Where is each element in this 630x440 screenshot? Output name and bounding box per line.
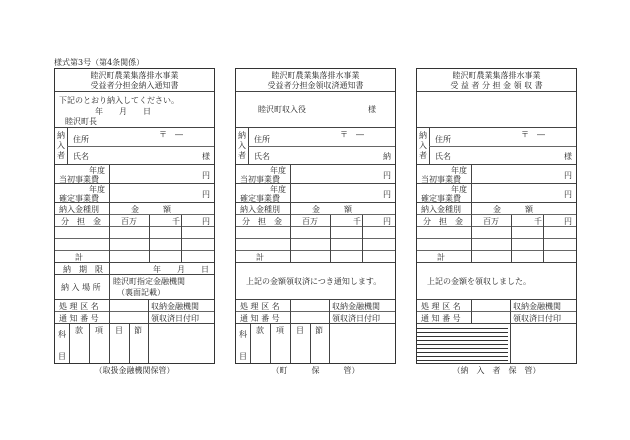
slip-header [236, 69, 395, 92]
fy-label: 年度 [270, 166, 286, 175]
notice-no-row [417, 312, 576, 324]
unit-thousand: 千 [172, 217, 180, 226]
payment-kind-label: 納入金種別 [421, 205, 461, 214]
blank-row [55, 239, 214, 251]
blank-row [417, 239, 576, 251]
bank-label: 収納金融機関 [332, 302, 380, 311]
notice-no-label: 通 知 番 号 [421, 314, 461, 323]
payment-place-note: （裏面記載） [117, 288, 165, 297]
yen-unit: 円 [202, 171, 210, 180]
payer-label: 納 入 者 [238, 131, 246, 160]
subject-col-moku: 目 [296, 326, 304, 335]
subject-label: 科 目 [58, 330, 66, 361]
yen-unit: 円 [383, 190, 391, 199]
name-label: 氏名 [73, 152, 89, 161]
payment-kind-label: 納入金種別 [59, 205, 99, 214]
payer-block [417, 128, 576, 165]
postal-mark: 〒 ― [340, 130, 364, 139]
receipt-stamp-label: 領収済日付印 [332, 314, 380, 323]
initial-fee-label: 当初事業費 [59, 175, 99, 184]
issue-date: 年 月 日 [95, 107, 151, 116]
fy-label: 年度 [451, 166, 467, 175]
share-label: 分 担 金 [423, 217, 463, 226]
hatched-area [417, 325, 508, 364]
notice-no-row [236, 312, 395, 324]
fixed-fee-row [55, 184, 214, 203]
unit-thousand: 千 [534, 217, 542, 226]
office-row [55, 300, 214, 312]
due-date-value: 年 月 日 [153, 265, 209, 274]
share-row [55, 215, 214, 227]
yen-unit: 円 [383, 217, 391, 226]
subject-label: 科 目 [239, 330, 247, 361]
amount-kind-value: 金 額 [312, 205, 352, 214]
total-row [236, 251, 395, 263]
org-name: 睦沢町農業集落排水事業 [271, 71, 360, 80]
notice-message-block [55, 92, 214, 128]
subject-col-kan: 款 [256, 326, 264, 335]
initial-fee-row [417, 165, 576, 184]
slip-title: 受 益 者 分 担 金 領 収 書 [450, 81, 543, 90]
org-name: 睦沢町農業集落排水事業 [452, 71, 541, 80]
addressee: 睦沢町収入役 [258, 105, 306, 114]
yen-unit: 円 [564, 217, 572, 226]
payment-place-value: 睦沢町指定金融機関 [113, 277, 185, 286]
nou-label: 納 [383, 152, 391, 161]
subject-col-setsu: 節 [134, 326, 142, 335]
blank-row [236, 239, 395, 251]
slip-title: 受益者分担金領収済通知書 [267, 81, 364, 90]
fy-label: 年度 [270, 185, 286, 194]
unit-million: 百万 [302, 217, 318, 226]
unit-million: 百万 [121, 217, 137, 226]
message-block [417, 263, 576, 300]
share-row [236, 215, 395, 227]
office-row [236, 300, 395, 312]
fixed-fee-label: 確定事業費 [421, 194, 461, 203]
address-label: 住所 [435, 135, 451, 144]
payer-label: 納 入 者 [419, 131, 427, 160]
slip-header [55, 69, 214, 92]
total-row [55, 251, 214, 263]
notice-no-label: 通 知 番 号 [240, 314, 280, 323]
postal-mark: 〒 ― [159, 130, 183, 139]
initial-fee-label: 当初事業費 [240, 175, 280, 184]
receipt-stamp-label: 領収済日付印 [513, 314, 561, 323]
subject-col-kou: 項 [276, 326, 284, 335]
initial-fee-row [55, 165, 214, 184]
office-label: 処 理 区 名 [59, 302, 99, 311]
name-label: 氏名 [254, 152, 270, 161]
amount-kind-value: 金 額 [131, 205, 171, 214]
address-label: 住所 [73, 135, 89, 144]
initial-fee-row [236, 165, 395, 184]
payer-label: 納 入 者 [57, 131, 65, 160]
blank-row [417, 227, 576, 239]
office-label: 処 理 区 名 [240, 302, 280, 311]
subject-col-kou: 項 [95, 326, 103, 335]
slip-header [417, 69, 576, 92]
sama-label: 様 [564, 152, 572, 161]
blank-row [236, 227, 395, 239]
yen-unit: 円 [202, 217, 210, 226]
share-label: 分 担 金 [242, 217, 282, 226]
address-label: 住所 [254, 135, 270, 144]
notice-no-label: 通 知 番 号 [59, 314, 99, 323]
fy-label: 年度 [89, 185, 105, 194]
yen-unit: 円 [564, 171, 572, 180]
notice-no-row [55, 312, 214, 324]
due-date-label: 納 期 限 [63, 265, 103, 274]
fixed-fee-label: 確定事業費 [59, 194, 99, 203]
custody-caption: （町 保 管） [271, 366, 360, 375]
unit-million: 百万 [483, 217, 499, 226]
fixed-fee-label: 確定事業費 [240, 194, 280, 203]
addressee-block [236, 92, 395, 128]
custody-caption: （納 入 者 保 管） [452, 366, 541, 375]
receipt-message: 上記の金額領収済につき通知します。 [246, 277, 382, 286]
total-row [417, 251, 576, 263]
subject-col-moku: 目 [115, 326, 123, 335]
sama-label: 様 [368, 105, 376, 114]
fixed-fee-row [417, 184, 576, 203]
sama-label: 様 [202, 152, 210, 161]
blank-header-block [417, 92, 576, 128]
initial-fee-label: 当初事業費 [421, 175, 461, 184]
fy-label: 年度 [89, 166, 105, 175]
payer-block [236, 128, 395, 165]
receipt-notification-slip [235, 68, 396, 364]
blank-row [55, 227, 214, 239]
total-label: 計 [437, 253, 445, 262]
message-block [236, 263, 395, 300]
yen-unit: 円 [564, 190, 572, 199]
total-label: 計 [75, 253, 83, 262]
subject-col-setsu: 節 [315, 326, 323, 335]
payment-notice-slip [54, 68, 215, 364]
yen-unit: 円 [202, 190, 210, 199]
receipt-message: 上記の金額を領収しました。 [427, 277, 531, 286]
receipt-stamp-label: 領収済日付印 [151, 314, 199, 323]
form-number: 様式第3号（第4条関係） [54, 58, 145, 67]
yen-unit: 円 [383, 171, 391, 180]
payment-kind-row [417, 203, 576, 215]
share-label: 分 担 金 [61, 217, 101, 226]
slip-title: 受益者分担金納入通知書 [90, 81, 179, 90]
office-row [417, 300, 576, 312]
subject-col-kan: 款 [75, 326, 83, 335]
bank-label: 収納金融機関 [151, 302, 199, 311]
payment-kind-row [236, 203, 395, 215]
payment-kind-row [55, 203, 214, 215]
receipt-slip [416, 68, 577, 364]
custody-caption: （取扱金融機関保管） [94, 366, 175, 375]
fixed-fee-row [236, 184, 395, 203]
payment-place-row [55, 275, 214, 300]
bank-label: 収納金融機関 [513, 302, 561, 311]
notice-message: 下記のとおり納入してください。 [59, 96, 179, 105]
payer-block [55, 128, 214, 165]
due-date-row [55, 263, 214, 275]
payment-kind-label: 納入金種別 [240, 205, 280, 214]
share-row [417, 215, 576, 227]
total-label: 計 [256, 253, 264, 262]
amount-kind-value: 金 額 [493, 205, 533, 214]
fy-label: 年度 [451, 185, 467, 194]
postal-mark: 〒 ― [521, 130, 545, 139]
unit-thousand: 千 [353, 217, 361, 226]
issuer: 睦沢町長 [65, 117, 97, 126]
payment-place-label: 納 入 場 所 [61, 283, 101, 292]
office-label: 処 理 区 名 [421, 302, 461, 311]
name-label: 氏名 [435, 152, 451, 161]
org-name: 睦沢町農業集落排水事業 [90, 71, 179, 80]
